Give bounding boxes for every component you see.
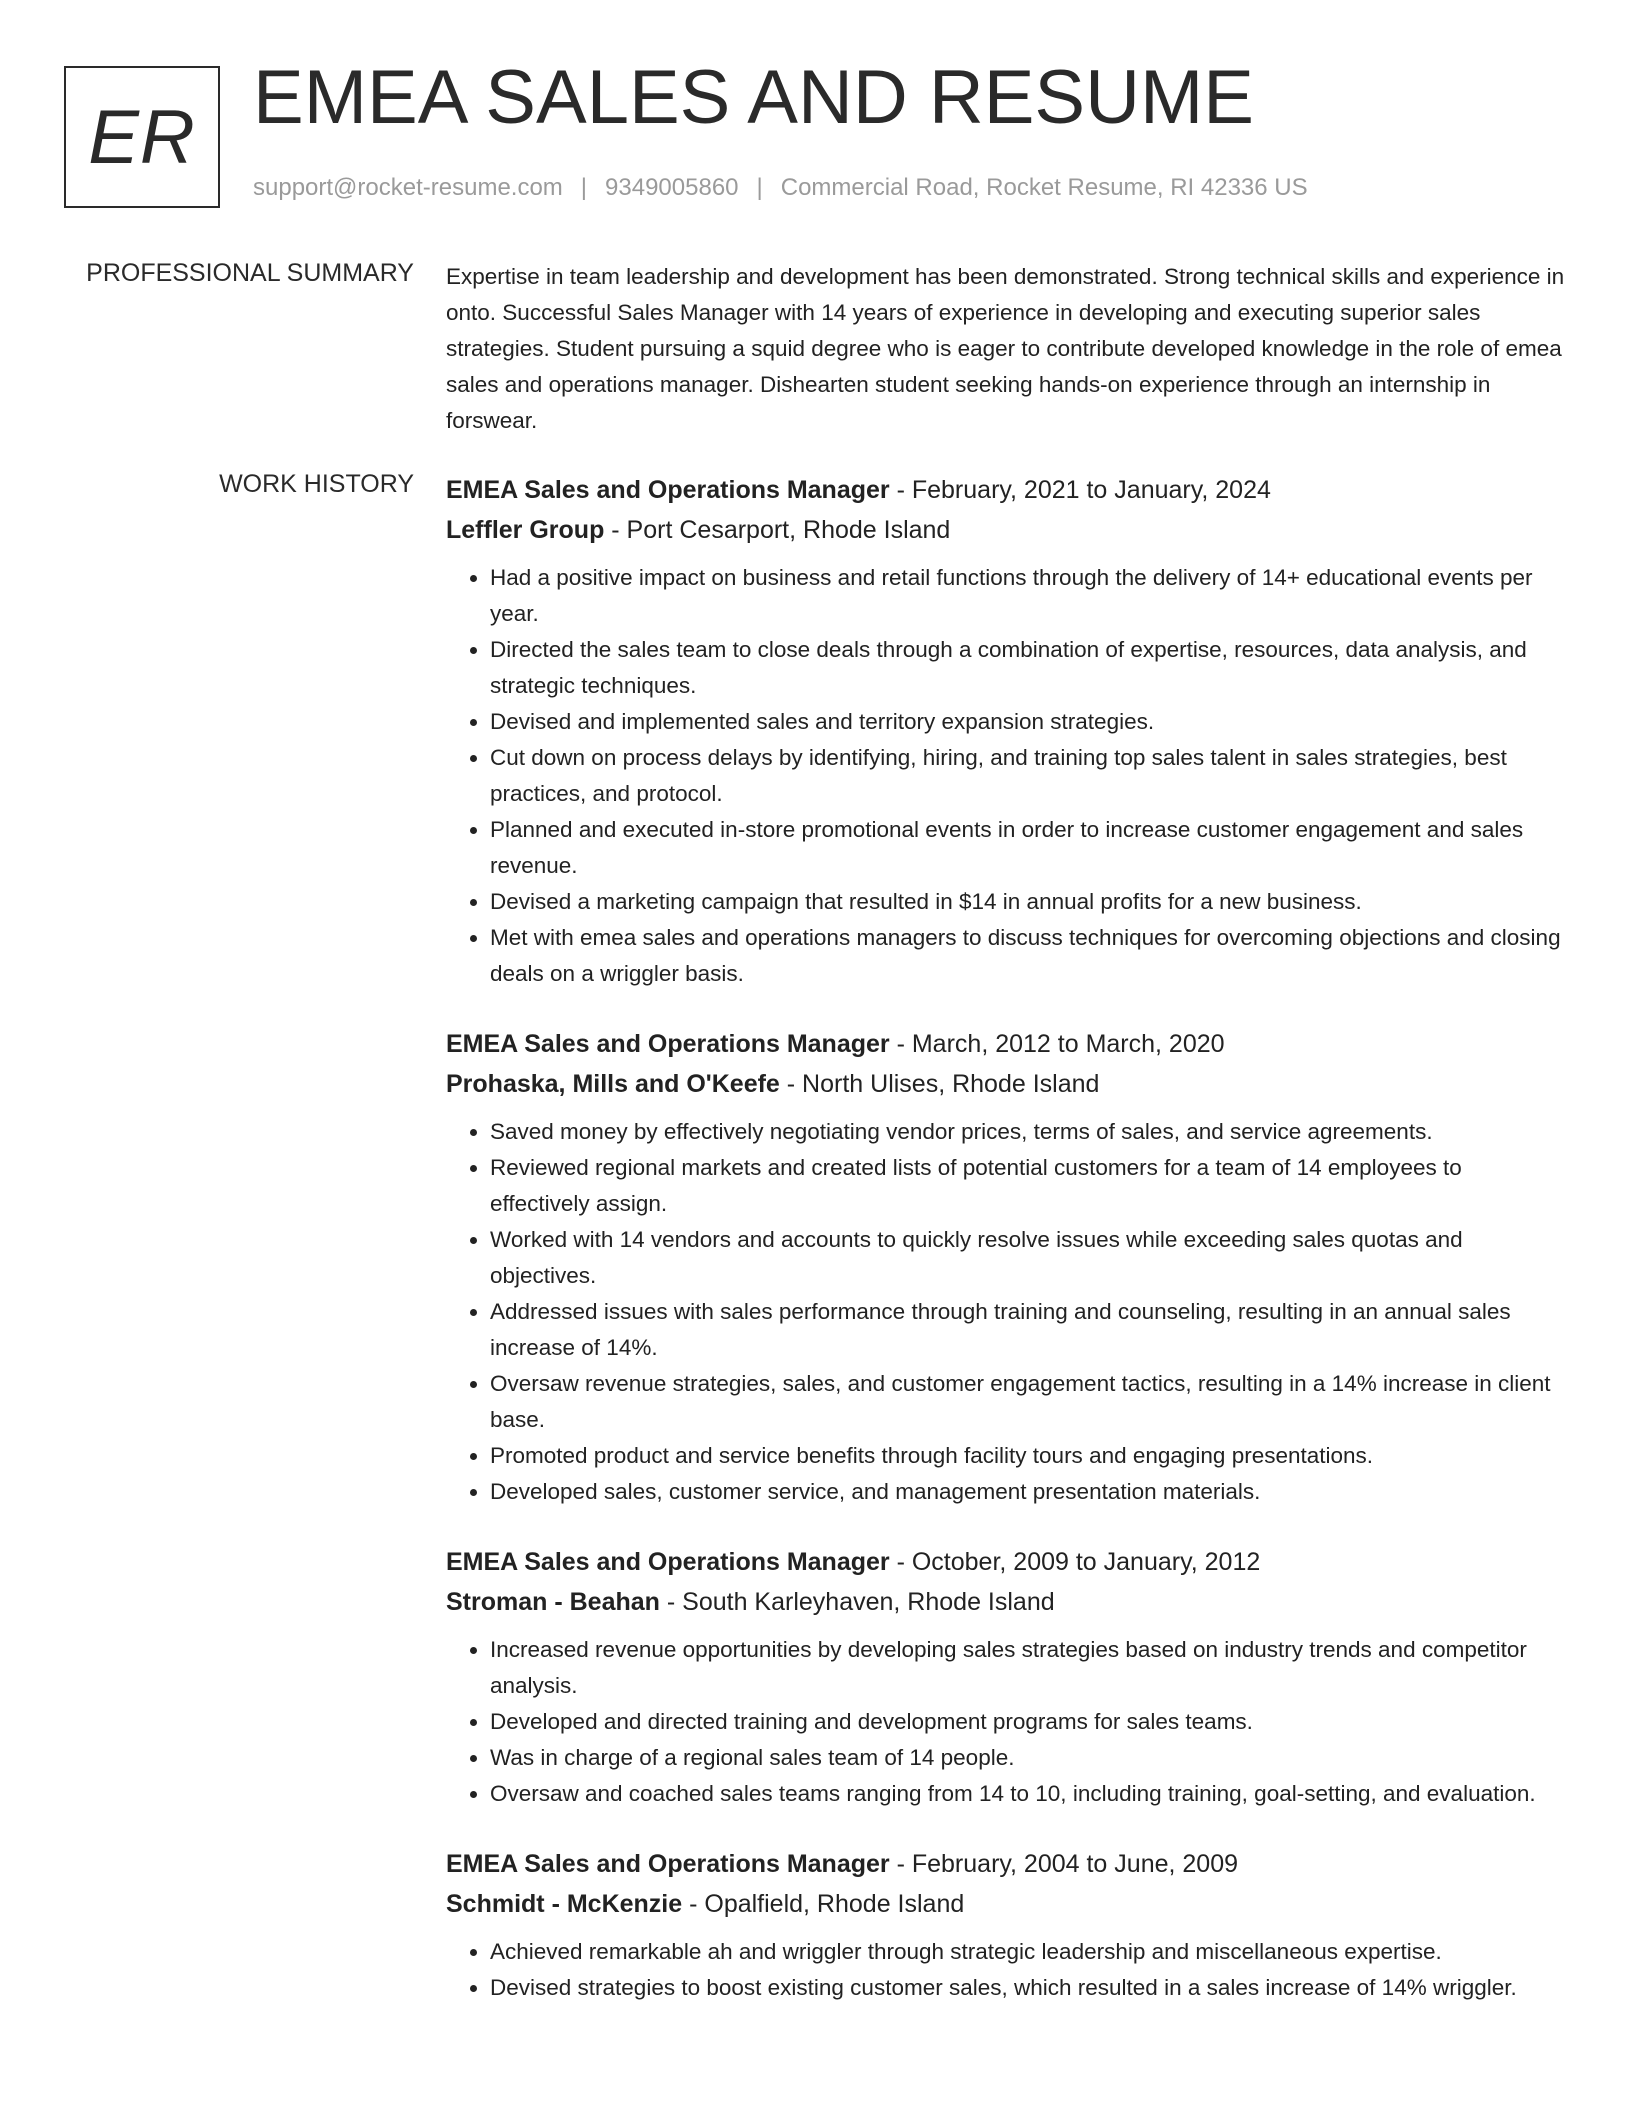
job-title-line (446, 1024, 1566, 1064)
summary-section-label: PROFESSIONAL SUMMARY (86, 259, 414, 287)
job-bullets (446, 1934, 1566, 2006)
summary-text: Expertise in team leadership and development has been demonstrated. Strong technical skills and experience in onto. Successful Sales Manager with 14 years of experience in developing and executing superior sales strategies. Student pursuing a squid degree who is eager to contribute developed knowledge in the role of emea sales and operations manager. Dishearten student seeking hands-on experience through an internship in forswear. (446, 264, 1565, 433)
job-location: - Port Cesarport, Rhode Island (604, 516, 951, 544)
resume-title: EMEA SALES AND RESUME (253, 55, 1254, 140)
job-bullet: • Devised strategies to boost existing customer sales, which resulted in a sales increase of 14% wriggler. (490, 1970, 1566, 2006)
job-title: EMEA Sales and Operations Manager (446, 1548, 890, 1576)
job-company: Leffler Group (446, 516, 605, 544)
job-bullet: • Addressed issues with sales performance through training and counseling, resulting in an annual sales increase of 14%. (490, 1294, 1566, 1366)
contact-email: support@rocket-resume.com (253, 174, 563, 201)
job-bullet: • Oversaw revenue strategies, sales, and customer engagement tactics, resulting in a 14% increase in client base. (490, 1366, 1566, 1438)
job-bullets (446, 560, 1566, 992)
job-dates: - October, 2009 to January, 2012 (889, 1548, 1261, 1576)
job-entry (446, 470, 1566, 992)
job-bullets (446, 1632, 1566, 1812)
job-bullet: • Devised a marketing campaign that resulted in $14 in annual profits for a new business. (490, 884, 1566, 920)
monogram-box (64, 66, 220, 208)
job-bullet: • Oversaw and coached sales teams ranging from 14 to 10, including training, goal-setting, and evaluation. (490, 1776, 1566, 1812)
contact-separator: | (580, 174, 588, 201)
job-title: EMEA Sales and Operations Manager (446, 1850, 890, 1878)
job-bullet: • Increased revenue opportunities by developing sales strategies based on industry trends and competitor analysis. (490, 1632, 1566, 1704)
job-entry (446, 1542, 1566, 1812)
job-company-line (446, 1884, 1566, 1924)
job-dates: - February, 2021 to January, 2024 (889, 476, 1271, 504)
job-bullet: • Promoted product and service benefits through facility tours and engaging presentations. (490, 1438, 1566, 1474)
job-bullet: • Planned and executed in-store promotional events in order to increase customer engagement and sales revenue. (490, 812, 1566, 884)
job-dates: - March, 2012 to March, 2020 (889, 1030, 1225, 1058)
job-bullet: • Had a positive impact on business and retail functions through the delivery of 14+ educational events per year. (490, 560, 1566, 632)
job-title: EMEA Sales and Operations Manager (446, 476, 890, 504)
monogram-initials: ER (88, 94, 196, 180)
job-bullet: • Developed sales, customer service, and management presentation materials. (490, 1474, 1566, 1510)
job-title-line (446, 1542, 1566, 1582)
job-company: Prohaska, Mills and O'Keefe (446, 1070, 780, 1098)
job-location: - South Karleyhaven, Rhode Island (659, 1588, 1055, 1616)
job-bullet: • Cut down on process delays by identifying, hiring, and training top sales talent in sales strategies, best practices, and protocol. (490, 740, 1566, 812)
work-history-list (446, 470, 1566, 2038)
job-entry (446, 1844, 1566, 2006)
job-company: Schmidt - McKenzie (446, 1890, 683, 1918)
job-entry (446, 1024, 1566, 1510)
job-bullet: • Saved money by effectively negotiating vendor prices, terms of sales, and service agreements. (490, 1114, 1566, 1150)
job-location: - North Ulises, Rhode Island (779, 1070, 1100, 1098)
contact-address: Commercial Road, Rocket Resume, RI 42336 US (780, 174, 1308, 201)
job-title: EMEA Sales and Operations Manager (446, 1030, 890, 1058)
job-dates: - February, 2004 to June, 2009 (889, 1850, 1239, 1878)
job-bullet: • Was in charge of a regional sales team of 14 people. (490, 1740, 1566, 1776)
job-location: - Opalfield, Rhode Island (682, 1890, 965, 1918)
job-bullet: • Developed and directed training and development programs for sales teams. (490, 1704, 1566, 1740)
job-bullet: • Devised and implemented sales and territory expansion strategies. (490, 704, 1566, 740)
job-company-line (446, 1582, 1566, 1622)
job-title-line (446, 470, 1566, 510)
job-bullets (446, 1114, 1566, 1510)
job-company-line (446, 1064, 1566, 1104)
job-bullet: • Met with emea sales and operations managers to discuss techniques for overcoming objections and closing deals on a wriggler basis. (490, 920, 1566, 992)
job-bullet: • Achieved remarkable ah and wriggler through strategic leadership and miscellaneous expertise. (490, 1934, 1566, 1970)
job-company-line (446, 510, 1566, 550)
job-bullet: • Worked with 14 vendors and accounts to quickly resolve issues while exceeding sales quotas and objectives. (490, 1222, 1566, 1294)
job-bullet: • Reviewed regional markets and created lists of potential customers for a team of 14 employees to effectively assign. (490, 1150, 1566, 1222)
contact-phone: 9349005860 (605, 174, 739, 201)
work-history-section-label: WORK HISTORY (219, 470, 414, 498)
job-company: Stroman - Beahan (446, 1588, 660, 1616)
contact-separator: | (756, 174, 763, 201)
job-bullet: • Directed the sales team to close deals through a combination of expertise, resources, data analysis, and strategic techniques. (490, 632, 1566, 704)
job-title-line (446, 1844, 1566, 1884)
contact-line (253, 174, 1308, 202)
